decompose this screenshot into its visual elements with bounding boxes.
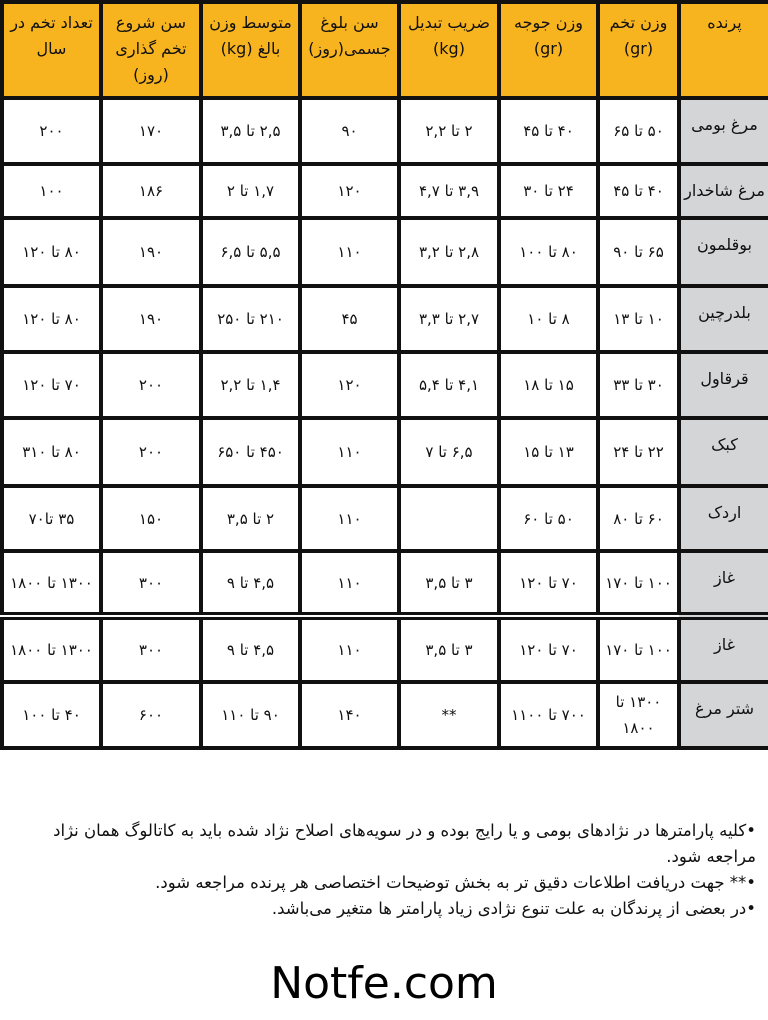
table-cell: ۷۰ تا ۱۲۰ bbox=[499, 616, 598, 682]
table-cell: ۹۰ bbox=[300, 98, 399, 164]
table-row bbox=[2, 616, 768, 682]
table-cell: ۱۰ تا ۱۳ bbox=[598, 286, 679, 352]
table-cell: ۱۹۰ bbox=[101, 218, 201, 286]
bird-name-cell: بوقلمون bbox=[679, 218, 768, 286]
table-cell: ۵۰ تا ۶۵ bbox=[598, 98, 679, 164]
table-cell: ۱۲۰ bbox=[300, 352, 399, 418]
table-row bbox=[2, 218, 768, 286]
bird-name-cell: غاز bbox=[679, 616, 768, 682]
table-row bbox=[2, 98, 768, 164]
table-cell: ۳۵ تا۷۰ bbox=[2, 486, 101, 551]
table-cell: ۲۲ تا ۲۴ bbox=[598, 418, 679, 486]
table-row bbox=[2, 551, 768, 616]
table-cell: ۲ تا ۳,۵ bbox=[201, 486, 300, 551]
table-cell: ۳ تا ۳,۵ bbox=[399, 616, 499, 682]
table-cell: ۲۰۰ bbox=[2, 98, 101, 164]
table-cell: ۴,۱ تا ۵,۴ bbox=[399, 352, 499, 418]
table-cell: ۸ تا ۱۰ bbox=[499, 286, 598, 352]
table-cell: ۱۱۰ bbox=[300, 418, 399, 486]
table-cell: ۶۰۰ bbox=[101, 682, 201, 748]
table-cell: ۱۵ تا ۱۸ bbox=[499, 352, 598, 418]
column-header: پرنده bbox=[679, 2, 768, 98]
table-cell: ** bbox=[399, 682, 499, 748]
table-cell: ۶,۵ تا ۷ bbox=[399, 418, 499, 486]
table-cell: ۶۰ تا ۸۰ bbox=[598, 486, 679, 551]
table-cell: ۱۸۶ bbox=[101, 164, 201, 218]
table-cell: ۱۱۰ bbox=[300, 616, 399, 682]
table-row bbox=[2, 418, 768, 486]
table-cell: ۸۰ تا ۱۰۰ bbox=[499, 218, 598, 286]
table-cell: ۱,۷ تا ۲ bbox=[201, 164, 300, 218]
table-cell: ۱,۴ تا ۲,۲ bbox=[201, 352, 300, 418]
table-cell: ۴۰ تا ۱۰۰ bbox=[2, 682, 101, 748]
table-cell: ۱۰۰ تا ۱۷۰ bbox=[598, 616, 679, 682]
table-cell: ۸۰ تا ۱۲۰ bbox=[2, 286, 101, 352]
bird-name-cell: مرغ بومی bbox=[679, 98, 768, 164]
table-row bbox=[2, 682, 768, 748]
table-cell: ۴,۵ تا ۹ bbox=[201, 551, 300, 616]
bird-name-cell: کبک bbox=[679, 418, 768, 486]
column-header: متوسط وزن بالغ (kg) bbox=[201, 2, 300, 98]
table-cell: ۱۰۰ bbox=[2, 164, 101, 218]
column-header: سن شروع تخم گذاری (روز) bbox=[101, 2, 201, 98]
table-cell: ۳۰ تا ۳۳ bbox=[598, 352, 679, 418]
table-cell: ۱۳ تا ۱۵ bbox=[499, 418, 598, 486]
table-cell bbox=[399, 486, 499, 551]
column-header: سن بلوغ جسمی(روز) bbox=[300, 2, 399, 98]
bird-name-cell: بلدرچین bbox=[679, 286, 768, 352]
table-cell: ۱۴۰ bbox=[300, 682, 399, 748]
table-cell: ۱۵۰ bbox=[101, 486, 201, 551]
column-header: ضریب تبدیل (kg) bbox=[399, 2, 499, 98]
table-row bbox=[2, 352, 768, 418]
table-cell: ۱۳۰۰ تا ۱۸۰۰ bbox=[2, 551, 101, 616]
table-row bbox=[2, 164, 768, 218]
table-cell: ۳ تا ۳,۵ bbox=[399, 551, 499, 616]
bird-name-cell: قرقاول bbox=[679, 352, 768, 418]
table-cell: ۱۱۰ bbox=[300, 218, 399, 286]
table-cell: ۱۳۰۰ تا ۱۸۰۰ bbox=[598, 682, 679, 748]
note: •در بعضی از پرندگان به علت تنوع نژادی زیاد پارامتر ها متغیر می‌باشد. bbox=[271, 899, 756, 918]
table-cell: ۷۰ تا ۱۲۰ bbox=[499, 551, 598, 616]
table-cell: ۱۹۰ bbox=[101, 286, 201, 352]
table-cell: ۴۵ bbox=[300, 286, 399, 352]
table-cell: ۲۰۰ bbox=[101, 352, 201, 418]
note: •** جهت دریافت اطلاعات دقیق تر به بخش توضیحات اختصاصی هر پرنده مراجعه شود. bbox=[155, 873, 756, 892]
bird-name-cell: اردک bbox=[679, 486, 768, 551]
bird-name-cell: غاز bbox=[679, 551, 768, 616]
site-watermark: Notfe.com bbox=[270, 958, 498, 1009]
note: •کلیه پارامترها در نژادهای بومی و یا رایج بوده و در سویه‌های اصلاح نژاد شده باید به کاتالوگ همان نژاد مراجعه شود. bbox=[53, 821, 756, 866]
table-cell: ۴۵۰ تا ۶۵۰ bbox=[201, 418, 300, 486]
table-cell: ۱۷۰ bbox=[101, 98, 201, 164]
column-header: وزن جوجه (gr) bbox=[499, 2, 598, 98]
table-cell: ۶۵ تا ۹۰ bbox=[598, 218, 679, 286]
footnotes bbox=[10, 818, 756, 922]
table-cell: ۵۰ تا ۶۰ bbox=[499, 486, 598, 551]
table-cell: ۲,۷ تا ۳,۳ bbox=[399, 286, 499, 352]
table-cell: ۴۰ تا ۴۵ bbox=[499, 98, 598, 164]
table-cell: ۱۰۰ تا ۱۷۰ bbox=[598, 551, 679, 616]
table-cell: ۲,۸ تا ۳,۲ bbox=[399, 218, 499, 286]
table-cell: ۲۴ تا ۳۰ bbox=[499, 164, 598, 218]
table-cell: ۵,۵ تا ۶,۵ bbox=[201, 218, 300, 286]
bird-name-cell: شتر مرغ bbox=[679, 682, 768, 748]
table-cell: ۴,۵ تا ۹ bbox=[201, 616, 300, 682]
table-cell: ۴۰ تا ۴۵ bbox=[598, 164, 679, 218]
table-cell: ۱۳۰۰ تا ۱۸۰۰ bbox=[2, 616, 101, 682]
table-row bbox=[2, 286, 768, 352]
table-cell: ۳,۹ تا ۴,۷ bbox=[399, 164, 499, 218]
table-header-row bbox=[2, 2, 768, 98]
column-header: تعداد تخم در سال bbox=[2, 2, 101, 98]
table-cell: ۲۱۰ تا ۲۵۰ bbox=[201, 286, 300, 352]
table-cell: ۲۰۰ bbox=[101, 418, 201, 486]
table-cell: ۱۱۰ bbox=[300, 486, 399, 551]
table-cell: ۲,۵ تا ۳,۵ bbox=[201, 98, 300, 164]
bird-name-cell: مرغ شاخدار bbox=[679, 164, 768, 218]
table-row bbox=[2, 486, 768, 551]
table-cell: ۳۰۰ bbox=[101, 551, 201, 616]
table-cell: ۱۱۰ bbox=[300, 551, 399, 616]
table-cell: ۱۲۰ bbox=[300, 164, 399, 218]
table-cell: ۷۰۰ تا ۱۱۰۰ bbox=[499, 682, 598, 748]
table-cell: ۲ تا ۲,۲ bbox=[399, 98, 499, 164]
table-cell: ۸۰ تا ۳۱۰ bbox=[2, 418, 101, 486]
table-cell: ۷۰ تا ۱۲۰ bbox=[2, 352, 101, 418]
table-cell: ۹۰ تا ۱۱۰ bbox=[201, 682, 300, 748]
table-cell: ۳۰۰ bbox=[101, 616, 201, 682]
table-cell: ۸۰ تا ۱۲۰ bbox=[2, 218, 101, 286]
column-header: وزن تخم (gr) bbox=[598, 2, 679, 98]
